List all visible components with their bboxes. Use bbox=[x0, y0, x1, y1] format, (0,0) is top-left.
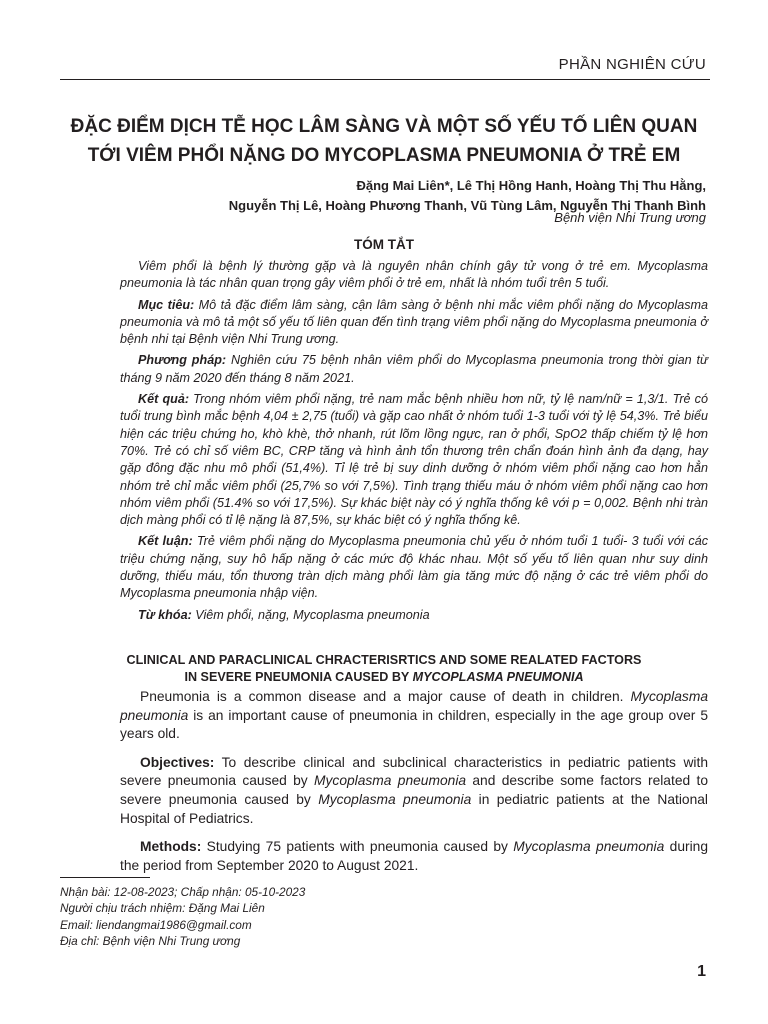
article-title bbox=[40, 112, 728, 170]
footnotes bbox=[60, 884, 305, 949]
affiliation: Bệnh viện Nhi Trung ương bbox=[554, 210, 706, 225]
abstract-en-methods: Methods: Studying 75 patients with pneumonia caused by Mycoplasma pneumonia during the period from September 2020 to August 2021. bbox=[120, 839, 709, 873]
conclusion-label: Kết luận: bbox=[138, 534, 193, 549]
methods-label: Phương pháp: bbox=[138, 353, 227, 368]
abstract-vn bbox=[120, 258, 708, 628]
abstract-en-intro: Pneumonia is a common disease and a major cause of death in children. Mycoplasma pneumonia is an important cause of pneumonia in children, especially in the age group over 5 years old. bbox=[120, 689, 708, 742]
footnote-responsible: Người chịu trách nhiệm: Đặng Mai Liên bbox=[60, 901, 265, 916]
footnote-address: Địa chỉ: Bệnh viện Nhi Trung ương bbox=[60, 933, 241, 948]
abstract-en bbox=[120, 688, 708, 885]
author-line-1: Đặng Mai Liên*, Lê Thị Hồng Hanh, Hoàng Thị Thu Hằng, bbox=[356, 178, 706, 193]
page-number: 1 bbox=[697, 963, 706, 980]
header-divider bbox=[60, 79, 710, 80]
keywords-label: Từ khóa: bbox=[138, 607, 192, 622]
abstract-en-title-line-1: CLINICAL AND PARACLINICAL CHRACTERISRTICS AND SOME REALATED FACTORS bbox=[126, 653, 642, 667]
results-label: Kết quả: bbox=[138, 392, 190, 407]
abstract-vn-heading: TÓM TẮT bbox=[354, 237, 414, 252]
objectives-label: Mục tiêu: bbox=[138, 297, 195, 312]
author-line-2: Nguyễn Thị Lê, Hoàng Phương Thanh, Vũ Tùng Lâm, Nguyễn Thị Thanh Bình bbox=[228, 198, 706, 213]
footnote-divider bbox=[60, 877, 150, 878]
abstract-en-title bbox=[80, 652, 688, 686]
article-title-line-2: TỚI VIÊM PHỔI NẶNG DO MYCOPLASMA PNEUMONIA Ở TRẺ EM bbox=[87, 145, 681, 166]
abstract-vn-objectives: Mục tiêu: Mô tả đặc điểm lâm sàng, cận lâm sàng ở bệnh nhi mắc viêm phổi nặng do Mycoplasma pneumonia và mô tả một số yếu tố liên quan đến tình trạng viêm phổi nặng do Mycoplasma pneumonia ở bệnh nhi tại Bệnh viện Nhi Trung ương. bbox=[120, 297, 708, 347]
abstract-vn-keywords: Từ khóa: Viêm phổi, nặng, Mycoplasma pneumonia bbox=[138, 607, 430, 622]
abstract-vn-intro: Viêm phổi là bệnh lý thường gặp và là nguyên nhân chính gây tử vong ở trẻ em. Mycoplasma pneumonia là tác nhân quan trọng gây viêm phổi ở trẻ em, nhất là nhóm tuổi trên 5 tuổi. bbox=[120, 259, 708, 291]
abstract-vn-results: Kết quả: Trong nhóm viêm phổi nặng, trẻ nam mắc bệnh nhiều hơn nữ, tỷ lệ nam/nữ = 1,3/1. Trẻ có tuổi trung bình mắc bệnh 4,04 ± 2,75 (tuổi) và gặp cao nhất ở nhóm tuổi 1-3 tuổi với tỷ lệ 54,3%. Trẻ biểu hiện các triệu chứng ho, khò khè, thở nhanh, rút lõm lồng ngực, ran ở phổi, SpO2 thấp chiếm tỷ lệ hơn 70%. Trẻ có chỉ số viêm BC, CRP tăng và hình ảnh tổn thương trên chẩn đoán hình ảnh đa dạng, hay gặp đông đặc nhu mô phổi (51,4%). Tỉ lệ trẻ bị suy dinh dưỡng ở nhóm viêm phổi nặng cao hơn hẳn nhóm trẻ chỉ mắc viêm phổi (25,7% so với 7,5%). Tình trạng thiếu máu ở nhóm viêm phổi nặng cao hơn nhóm viêm phổi (51.4% so với 17,5%). Sự khác biệt này có ý nghĩa thống kê với p = 0,002. Bệnh nhi tràn dịch màng phổi có tỉ lệ nặng là 87,5%, sự khác biệt có ý nghĩa thống kê. bbox=[120, 392, 708, 528]
methods-label-en: Methods: bbox=[140, 839, 202, 855]
abstract-en-title-line-2: IN SEVERE PNEUMONIA CAUSED BY MYCOPLASMA PNEUMONIA bbox=[184, 670, 584, 684]
abstract-en-objectives: Objectives: To describe clinical and subclinical characteristics in pediatric patients with severe pneumonia caused by Mycoplasma pneumonia and describe some factors related to severe pneumonia caused by Mycoplasma pneumonia in pediatric patients at the National Hospital of Pediatrics. bbox=[120, 754, 708, 826]
abstract-vn-conclusion: Kết luận: Trẻ viêm phổi nặng do Mycoplasma pneumonia chủ yếu ở nhóm tuổi 1 tuổi- 3 tuổi với các triệu chứng nặng, suy hô hấp nặng ở các mức độ khác nhau. Một số yếu tố liên quan như suy dinh dưỡng, thiếu máu, tổn thương tràn dịch màng phổi làm gia tăng mức độ nặng ở các trẻ viêm phổi do Mycoplasma pneumonia nhập viện. bbox=[120, 534, 709, 601]
footnote-email: Email: liendangmai1986@gmail.com bbox=[60, 917, 252, 932]
footnote-dates: Nhận bài: 12-08-2023; Chấp nhận: 05-10-2023 bbox=[60, 885, 306, 899]
article-title-line-1: ĐẶC ĐIỂM DỊCH TỄ HỌC LÂM SÀNG VÀ MỘT SỐ YẾU TỐ LIÊN QUAN bbox=[70, 116, 698, 137]
section-label: PHẦN NGHIÊN CỨU bbox=[558, 56, 706, 73]
objectives-label-en: Objectives: bbox=[140, 754, 215, 770]
abstract-vn-methods: Phương pháp: Nghiên cứu 75 bệnh nhân viêm phổi do Mycoplasma pneumonia trong thời gian từ tháng 9 năm 2020 đến tháng 8 năm 2021. bbox=[120, 353, 708, 385]
